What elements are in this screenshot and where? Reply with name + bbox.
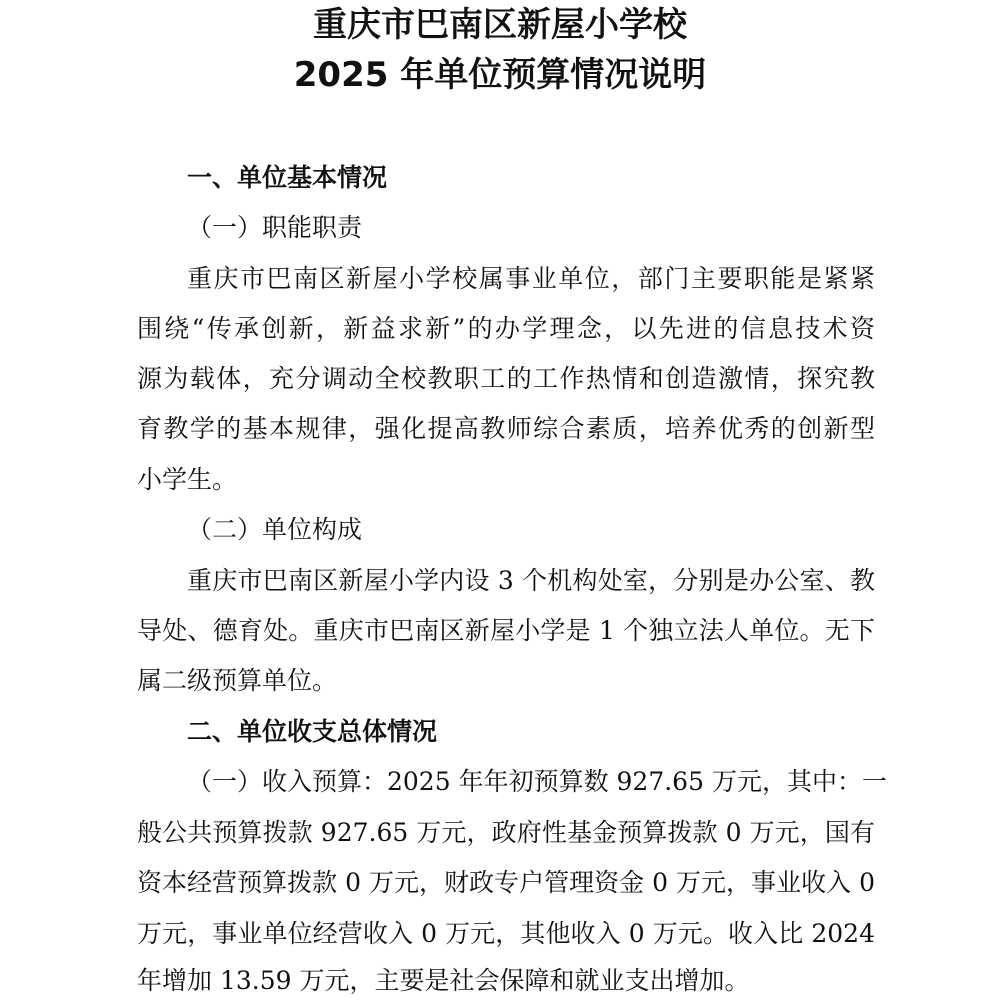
paragraph-1-line: 重庆市巴南区新屋小学校属事业单位，部门主要职能是紧紧 [187, 264, 875, 293]
paragraph-3-line: （一）收入预算：2025 年年初预算数 927.65 万元，其中：一 [187, 767, 887, 796]
paragraph-2-line: 重庆市巴南区新屋小学内设 3 个机构处室，分别是办公室、教 [187, 566, 875, 595]
paragraph-2-line: 属二级预算单位。 [137, 666, 338, 695]
paragraph-1-line: 育教学的基本规律，强化提高教师综合素质，培养优秀的创新型 [137, 414, 875, 443]
subsection-heading-1: （一）职能职责 [187, 213, 363, 242]
paragraph-3-line: 年增加 13.59 万元，主要是社会保障和就业支出增加。 [137, 966, 750, 995]
paragraph-3-line: 般公共预算拨款 927.65 万元，政府性基金预算拨款 0 万元，国有 [137, 818, 875, 847]
document-title-line2: 2025 年单位预算情况说明 [293, 55, 707, 95]
paragraph-1-line: 源为载体，充分调动全校教职工的工作热情和创造激情，探究教 [137, 364, 875, 393]
section-heading-1: 一、单位基本情况 [187, 163, 388, 192]
paragraph-1-line: 小学生。 [137, 465, 238, 494]
paragraph-3-line: 万元，事业单位经营收入 0 万元，其他收入 0 万元。收入比 2024 [137, 919, 875, 948]
subsection-heading-2: （二）单位构成 [187, 515, 363, 544]
paragraph-3-line: 资本经营预算拨款 0 万元，财政专户管理资金 0 万元，事业收入 0 [137, 868, 875, 897]
section-heading-2: 二、单位收支总体情况 [187, 717, 438, 746]
document-title-line1: 重庆市巴南区新屋小学校 [313, 5, 687, 45]
paragraph-2-line: 导处、德育处。重庆市巴南区新屋小学是 1 个独立法人单位。无下 [137, 616, 875, 645]
paragraph-1-line: 围绕“传承创新，新益求新”的办学理念，以先进的信息技术资 [137, 314, 875, 343]
